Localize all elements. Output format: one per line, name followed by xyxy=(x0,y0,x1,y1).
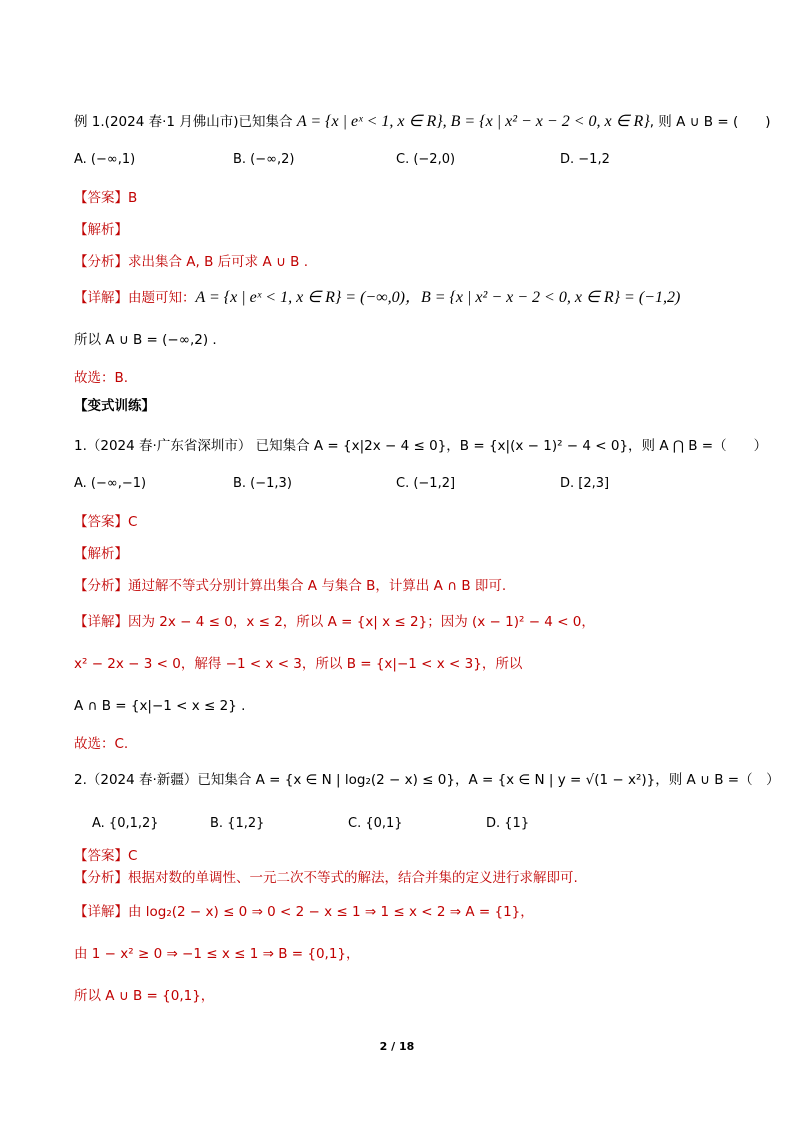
example1-option-b: B. (−∞,2) xyxy=(233,152,295,167)
example1-so: 所以 A ∪ B = (−∞,2) . xyxy=(74,332,217,348)
q2-option-c: C. {0,1} xyxy=(348,816,403,831)
example1-answer: 【答案】B xyxy=(74,190,138,206)
example1-analysis-label: 【解析】 xyxy=(74,222,128,238)
example1-stem: 例 1.(2024 春·1 月佛山市)已知集合 A = {x | eˣ < 1, x ∈ R}, B = {x | x² − x − 2 < 0, x ∈ R}, 则 A ∪ B = ( ) xyxy=(74,113,771,130)
page-number: 2 / 18 xyxy=(379,1040,415,1053)
q1-detail-3: A ∩ B = {x|−1 < x ≤ 2} . xyxy=(74,698,246,714)
q2-answer: 【答案】C xyxy=(74,848,138,864)
example1-set-b: , B = {x | x² − x − 2 < 0, x ∈ R} xyxy=(442,113,650,130)
q1-option-c: C. (−1,2] xyxy=(396,476,456,491)
q1-stem: 1.（2024 春·广东省深圳市） 已知集合 A = {x|2x − 4 ≤ 0}，B = {x|(x − 1)² − 4 < 0}，则 A ⋂ B =（ ） xyxy=(74,438,768,454)
example1-fenxi: 【分析】求出集合 A, B 后可求 A ∪ B . xyxy=(74,254,308,270)
q1-option-b: B. (−1,3) xyxy=(233,476,292,491)
q2-fenxi: 【分析】根据对数的单调性、一元二次不等式的解法，结合并集的定义进行求解即可. xyxy=(74,870,578,886)
example1-option-d: D. −1,2 xyxy=(560,152,610,167)
q2-option-a: A. {0,1,2} xyxy=(92,816,159,831)
example1-detail: 【详解】由题可知：A = {x | eˣ < 1, x ∈ R} = (−∞,0)，B = {x | x² − x − 2 < 0, x ∈ R} = (−1,2) xyxy=(74,289,681,306)
q1-choose: 故选：C. xyxy=(74,736,129,752)
q1-analysis-label: 【解析】 xyxy=(74,546,128,562)
example1-set-a: A = {x | eˣ < 1, x ∈ R} xyxy=(296,113,443,130)
example1-choose: 故选：B. xyxy=(74,370,129,386)
q1-detail-1: 【详解】因为 2x − 4 ≤ 0，x ≤ 2，所以 A = {x| x ≤ 2}；因为 (x − 1)² − 4 < 0， xyxy=(74,614,595,630)
example1-ask: , 则 A ∪ B = ( ) xyxy=(649,114,771,130)
section-title: 【变式训练】 xyxy=(74,398,155,414)
example1-option-c: C. (−2,0) xyxy=(396,152,456,167)
q2-detail-2: 由 1 − x² ≥ 0 ⇒ −1 ≤ x ≤ 1 ⇒ B = {0,1}， xyxy=(74,946,360,962)
q2-option-d: D. {1} xyxy=(486,816,530,831)
q1-option-a: A. (−∞,−1) xyxy=(74,476,147,491)
q2-detail-1: 【详解】由 log₂(2 − x) ≤ 0 ⇒ 0 < 2 − x ≤ 1 ⇒ 1 ≤ x < 2 ⇒ A = {1}， xyxy=(74,904,534,920)
q2-detail-3: 所以 A ∪ B = {0,1}， xyxy=(74,988,215,1004)
q1-answer: 【答案】C xyxy=(74,514,138,530)
q1-detail-2: x² − 2x − 3 < 0，解得 −1 < x < 3，所以 B = {x|−1 < x < 3}，所以 xyxy=(74,656,523,672)
q1-option-d: D. [2,3] xyxy=(560,476,610,491)
example1-option-a: A. (−∞,1) xyxy=(74,152,136,167)
q1-fenxi: 【分析】通过解不等式分别计算出集合 A 与集合 B，计算出 A ∩ B 即可. xyxy=(74,578,507,594)
q2-option-b: B. {1,2} xyxy=(210,816,265,831)
q2-stem: 2.（2024 春·新疆）已知集合 A = {x ∈ N | log₂(2 − x) ≤ 0}，A = {x ∈ N | y = √(1 − x²)}，则 A ∪ B =（ ） xyxy=(74,772,780,788)
